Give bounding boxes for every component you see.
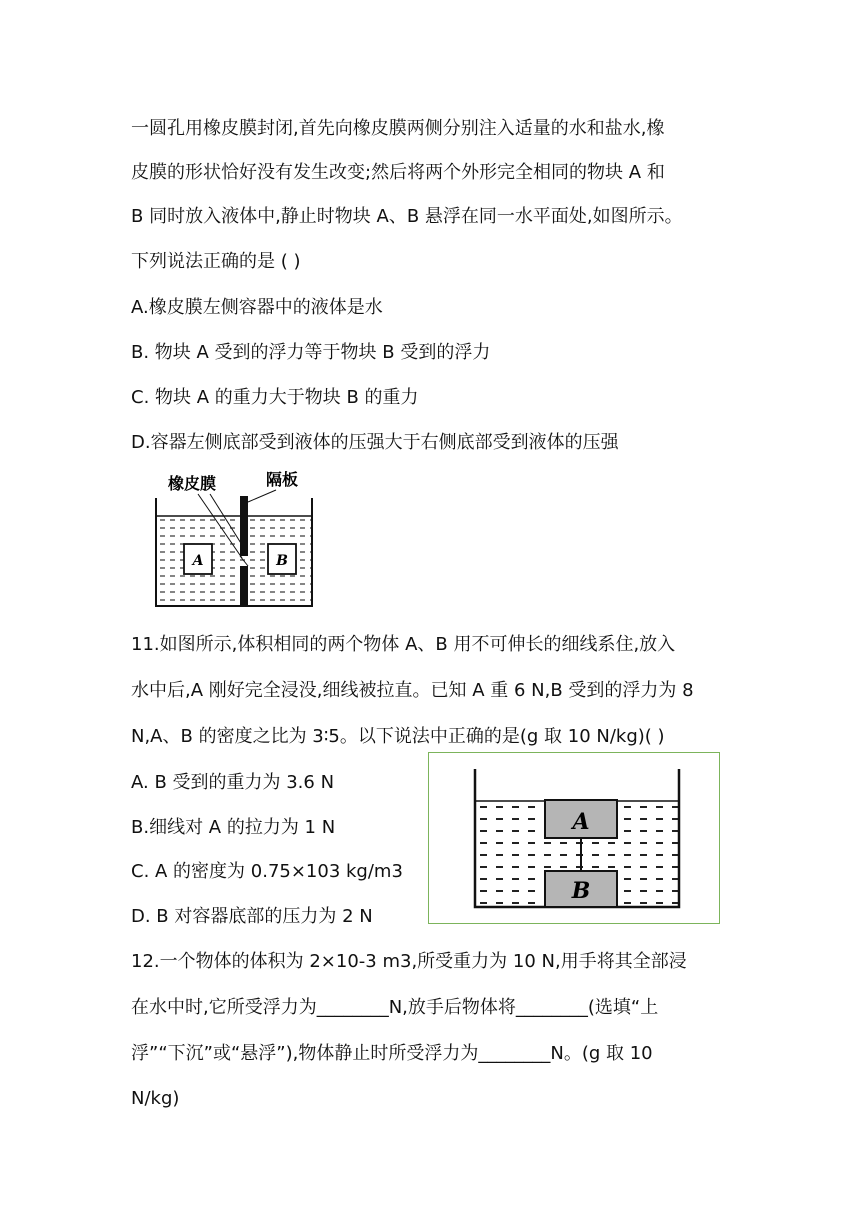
q11-option-a: A. B 受到的重力为 3.6 N [131, 772, 335, 793]
q10-stem-line-3: B 同时放入液体中,静止时物块 A、B 悬浮在同一水平面处,如图所示。 [131, 206, 683, 227]
q11-option-b: B.细线对 A 的拉力为 1 N [131, 817, 336, 838]
q10-option-d: D.容器左侧底部受到液体的压强大于右侧底部受到液体的压强 [131, 432, 619, 453]
q11-block-b-label: B [571, 878, 591, 904]
q11-figure [428, 752, 720, 924]
q10-stem-line-2: 皮膜的形状恰好没有发生改变;然后将两个外形完全相同的物块 A 和 [131, 162, 665, 183]
q10-stem-line-1: 一圆孔用橡皮膜封闭,首先向橡皮膜两侧分别注入适量的水和盐水,橡 [131, 118, 665, 139]
q10-stem-line-4: 下列说法正确的是 ( ) [131, 251, 301, 272]
q11-option-c: C. A 的密度为 0.75×103 kg/m3 [131, 861, 403, 882]
q10-option-c: C. 物块 A 的重力大于物块 B 的重力 [131, 387, 419, 408]
partition-label: 隔板 [266, 470, 299, 489]
q12-stem-line-1: 12.一个物体的体积为 2×10-3 m3,所受重力为 10 N,用手将其全部浸 [131, 951, 687, 972]
q10-option-a: A.橡皮膜左侧容器中的液体是水 [131, 297, 383, 318]
q10-block-b-label: B [276, 553, 288, 569]
q12-stem-line-3: 浮”“下沉”或“悬浮”),物体静止时所受浮力为________N。(g 取 10 [131, 1043, 653, 1064]
q10-figure [148, 468, 328, 610]
q12-stem-line-2: 在水中时,它所受浮力为________N,放手后物体将________(选填“上 [131, 997, 659, 1018]
q11-block-a-label: A [572, 809, 590, 835]
q10-block-a-label: A [192, 553, 204, 569]
q10-option-b: B. 物块 A 受到的浮力等于物块 B 受到的浮力 [131, 342, 491, 363]
membrane-label: 橡皮膜 [168, 474, 217, 493]
q11-stem-line-3: N,A、B 的密度之比为 3∶5。以下说法中正确的是(g 取 10 N/kg)( ) [131, 726, 665, 747]
q11-option-d: D. B 对容器底部的压力为 2 N [131, 906, 373, 927]
q11-stem-line-2: 水中后,A 刚好完全浸没,细线被拉直。已知 A 重 6 N,B 受到的浮力为 8 [131, 680, 694, 701]
q12-stem-line-4: N/kg) [131, 1088, 180, 1109]
q11-stem-line-1: 11.如图所示,体积相同的两个物体 A、B 用不可伸长的细线系住,放入 [131, 634, 676, 655]
